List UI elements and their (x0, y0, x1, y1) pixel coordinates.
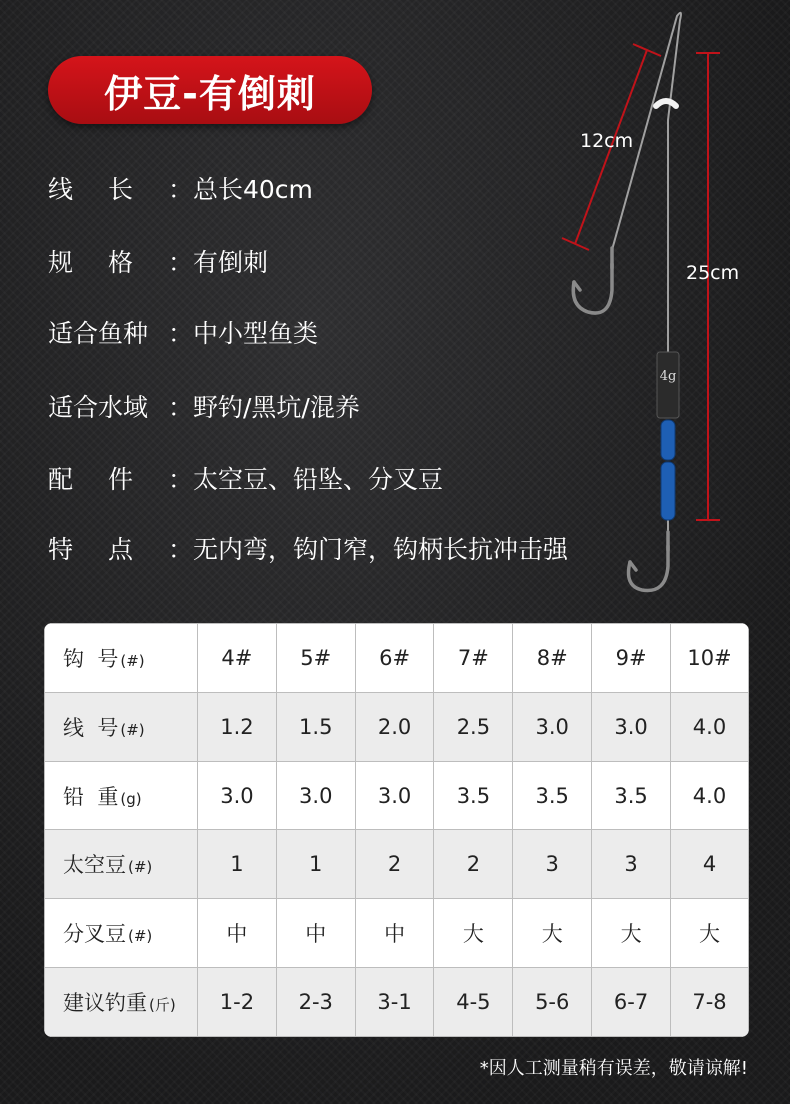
table-cell: 3 (592, 830, 671, 899)
table-cell: 2 (355, 830, 434, 899)
spec-key-part: 配 (48, 465, 74, 494)
table-cell: 4-5 (434, 968, 513, 1037)
row-unit: (#) (120, 651, 145, 670)
table-cell: 4# (198, 624, 277, 693)
table-cell: 3 (513, 830, 592, 899)
table-cell: 中 (355, 899, 434, 968)
spec-sep: ： (167, 248, 193, 277)
table-row (45, 761, 749, 830)
hook-upper (573, 248, 612, 313)
table-row (45, 830, 749, 899)
row-label: 分叉豆 (63, 922, 126, 947)
table-row (45, 624, 749, 693)
spec-value: 太空豆、铅坠、分叉豆 (193, 465, 444, 494)
sinker (657, 352, 679, 418)
row-label: 线 号 (63, 715, 119, 740)
knot (656, 101, 676, 106)
spec-sep: ： (167, 175, 193, 204)
row-label: 铅 重 (63, 784, 119, 809)
table-cell: 2-3 (276, 968, 355, 1037)
spec-key-part: 长 (107, 175, 133, 204)
table-cell: 2 (434, 830, 513, 899)
spec-key-part: 规 (48, 248, 74, 277)
table-cell: 1 (276, 830, 355, 899)
table-cell: 中 (276, 899, 355, 968)
spec-key-part: 适合鱼种 (48, 319, 149, 348)
row-label: 钩 号 (63, 646, 119, 671)
table-cell: 10# (671, 624, 749, 693)
table-cell: 1.5 (276, 692, 355, 761)
table-cell: 4 (671, 830, 749, 899)
row-header (45, 899, 198, 968)
space-beads (661, 420, 675, 520)
table-cell: 中 (198, 899, 277, 968)
spec-sep: ： (167, 393, 193, 422)
spec-key-part: 格 (107, 248, 133, 277)
spec-sep: ： (167, 465, 193, 494)
table-cell: 2.0 (355, 692, 434, 761)
table-cell: 7-8 (671, 968, 749, 1037)
table-cell: 5-6 (513, 968, 592, 1037)
table-cell: 5# (276, 624, 355, 693)
table-cell: 3.5 (592, 761, 671, 830)
table-cell: 3.0 (592, 692, 671, 761)
table-row (45, 899, 749, 968)
row-label: 太空豆 (63, 853, 126, 878)
table-row (45, 968, 749, 1037)
table-cell: 4.0 (671, 761, 749, 830)
table-cell: 1-2 (198, 968, 277, 1037)
dimension-short-label: 12cm (580, 130, 634, 152)
table-cell: 大 (592, 899, 671, 968)
spec-sep: ： (167, 535, 193, 564)
spec-key-part: 件 (107, 465, 133, 494)
table-cell: 1.2 (198, 692, 277, 761)
hook-lower (629, 532, 669, 591)
sinker-label: 4g (659, 369, 677, 384)
table-cell: 8# (513, 624, 592, 693)
table-cell: 6-7 (592, 968, 671, 1037)
table-cell: 3.0 (198, 761, 277, 830)
table-cell: 3.0 (513, 692, 592, 761)
table-cell: 大 (671, 899, 749, 968)
row-label: 建议钓重 (63, 991, 147, 1016)
table-cell: 大 (434, 899, 513, 968)
table-cell: 1 (198, 830, 277, 899)
row-unit: (#) (128, 927, 153, 946)
size-table (44, 623, 749, 1037)
row-unit: (#) (120, 720, 145, 739)
table-cell: 3.5 (434, 761, 513, 830)
table-cell: 7# (434, 624, 513, 693)
dimension-long-line (696, 53, 720, 520)
spec-value: 总长40cm (193, 175, 313, 204)
row-unit: (g) (120, 789, 142, 808)
row-header (45, 761, 198, 830)
spec-key-part: 点 (107, 535, 133, 564)
row-unit: (斤) (149, 996, 176, 1015)
spec-key-part: 特 (48, 535, 74, 564)
table-cell: 大 (513, 899, 592, 968)
spec-value: 野钓/黑坑/混养 (193, 393, 360, 422)
table-cell: 3.0 (355, 761, 434, 830)
table-cell: 6# (355, 624, 434, 693)
spec-value: 无内弯，钩门窄，钩柄长抗冲击强 (193, 535, 569, 564)
row-header (45, 624, 198, 693)
table-cell: 9# (592, 624, 671, 693)
spec-value: 有倒刺 (193, 248, 269, 277)
row-header (45, 968, 198, 1037)
row-header (45, 830, 198, 899)
footnote: *因人工测量稍有误差，敬请谅解! (479, 1058, 748, 1079)
row-header (45, 692, 198, 761)
spec-sep: ： (167, 319, 193, 348)
spec-value: 中小型鱼类 (193, 319, 319, 348)
table-cell: 2.5 (434, 692, 513, 761)
page-title: 伊豆-有倒刺 (104, 71, 316, 116)
spec-key-part: 适合水域 (48, 393, 149, 422)
dimension-long-label: 25cm (686, 262, 740, 284)
table-cell: 3.0 (276, 761, 355, 830)
table-cell: 3.5 (513, 761, 592, 830)
spec-key-part: 线 (48, 175, 74, 204)
table-cell: 4.0 (671, 692, 749, 761)
row-unit: (#) (128, 858, 153, 877)
table-cell: 3-1 (355, 968, 434, 1037)
table-row (45, 692, 749, 761)
